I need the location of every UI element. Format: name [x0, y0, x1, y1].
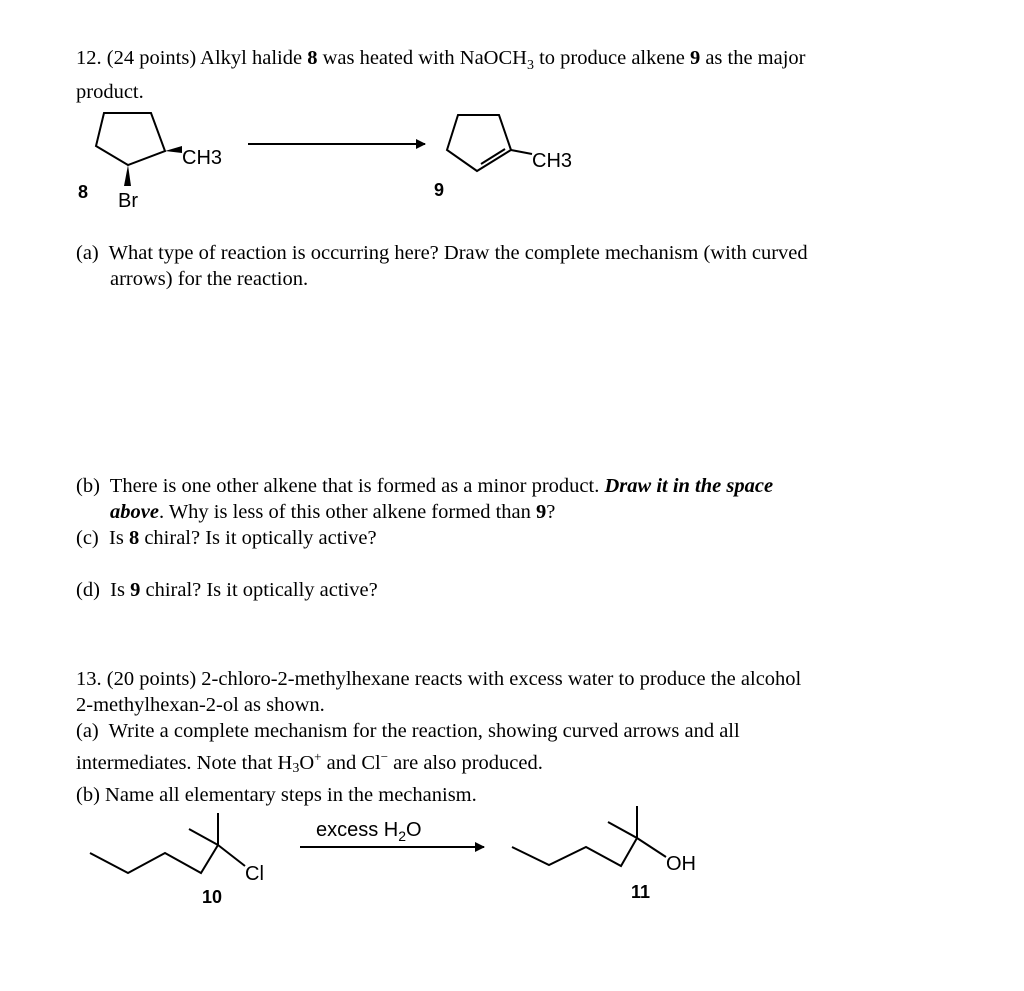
- bromo-wedge-bond: [124, 165, 131, 186]
- methyl-wedge-bond: [165, 146, 182, 153]
- q12-reaction-scheme: [0, 100, 1024, 330]
- q12-part-a-label: (a): [76, 242, 99, 264]
- q12-compound-9-ref: 9: [689, 47, 701, 69]
- q12-part-d-label: (d): [76, 579, 100, 601]
- q13-number: 13.: [76, 668, 102, 690]
- q13-part-b-label: (b): [76, 783, 100, 806]
- q12-intro: [76, 45, 806, 105]
- q12-part-d-compound-ref: 9: [130, 579, 141, 601]
- compound-9-ch3-label: CH3: [532, 150, 573, 172]
- q12-part-b-emphasis-1: Draw it in the space: [604, 475, 774, 497]
- q13-reaction-scheme: [0, 800, 1024, 930]
- q12-part-b-label: (b): [76, 475, 100, 497]
- q12-part-c-label: (c): [76, 527, 99, 549]
- q13-part-a-text-2b: O: [299, 751, 315, 774]
- q12-part-a-text-1: What type of reaction is occurring here? Draw the complete mechanism (with curved: [108, 242, 808, 264]
- q12-intro-text-4: as the major: [705, 47, 806, 69]
- compound-11-label: 11: [631, 882, 651, 902]
- q13-points: (20 points): [106, 668, 197, 690]
- compound-8-br-label: Br: [118, 190, 138, 212]
- compound-9-structure: [447, 115, 532, 171]
- q12-part-d: [76, 577, 378, 603]
- q13-part-a-text-2d: are also produced.: [393, 751, 543, 774]
- q13-reagent-label: excess $H_2O$: [316, 819, 422, 844]
- q12-compound-8-ref: 8: [307, 47, 318, 69]
- q13-part-a-label: (a): [76, 720, 99, 742]
- q12-intro-text-2: was heated with NaOCH: [322, 47, 527, 69]
- q12-part-a-text-2: arrows) for the reaction.: [110, 268, 309, 290]
- q13-text: [76, 666, 936, 808]
- compound-11-oh-label: OH: [666, 853, 696, 875]
- compound-9-label: 9: [434, 180, 445, 200]
- q12-part-c: [76, 525, 377, 551]
- q12-part-d-text-2: chiral? Is it optically active?: [145, 579, 378, 601]
- q12-part-c-text-1: Is: [109, 527, 124, 549]
- q12-part-b: [76, 473, 950, 525]
- q12-part-b-text-1: There is one other alkene that is formed as a minor product.: [109, 475, 600, 497]
- compound-10-cl-label: Cl: [245, 863, 264, 885]
- q13-part-a-sub3: 3: [292, 760, 300, 776]
- q12-part-d-text-1: Is: [110, 579, 125, 601]
- q12-intro-text-3: to produce alkene: [539, 47, 685, 69]
- q13-part-a-sup-minus: −: [380, 749, 389, 764]
- q13-part-a-text-2a: intermediates. Note that H: [76, 751, 293, 774]
- q12-number: 12.: [76, 47, 102, 69]
- q12-part-b-emphasis-2: above: [110, 501, 159, 523]
- q12-part-c-text-2: chiral? Is it optically active?: [144, 527, 377, 549]
- compound-8-structure: [96, 113, 182, 186]
- q13-part-a-text-2c: and Cl: [326, 751, 381, 774]
- q13-part-b-text: Name all elementary steps in the mechanism.: [105, 783, 477, 806]
- q12-part-c-compound-ref: 8: [128, 527, 140, 549]
- q13-line-2: 2-methylhexan-2-ol as shown.: [76, 694, 325, 716]
- compound-8-label: 8: [78, 182, 89, 202]
- q12-part-a: [76, 240, 950, 292]
- q12-subscript-3: 3: [526, 58, 534, 74]
- compound-10-label: 10: [202, 887, 223, 907]
- q13-part-a-sup-plus: +: [314, 749, 322, 764]
- q13-part-a-text-1: Write a complete mechanism for the reaction, showing curved arrows and all: [108, 720, 740, 742]
- compound-10-structure: [90, 813, 245, 873]
- q12-intro-text-5: product.: [76, 81, 144, 104]
- q12-part-b-text-3: ?: [546, 501, 556, 523]
- q12-part-b-compound-ref: 9: [536, 501, 547, 523]
- q12-points: (24 points): [106, 47, 197, 69]
- compound-11-structure: [512, 806, 666, 866]
- q13-line-1: 2-chloro-2-methylhexane reacts with excess water to produce the alcohol: [201, 668, 802, 690]
- compound-8-ch3-label: CH3: [182, 147, 223, 169]
- q12-intro-text-1: Alkyl halide: [200, 47, 303, 69]
- q12-part-b-text-2: . Why is less of this other alkene formed than: [158, 501, 531, 523]
